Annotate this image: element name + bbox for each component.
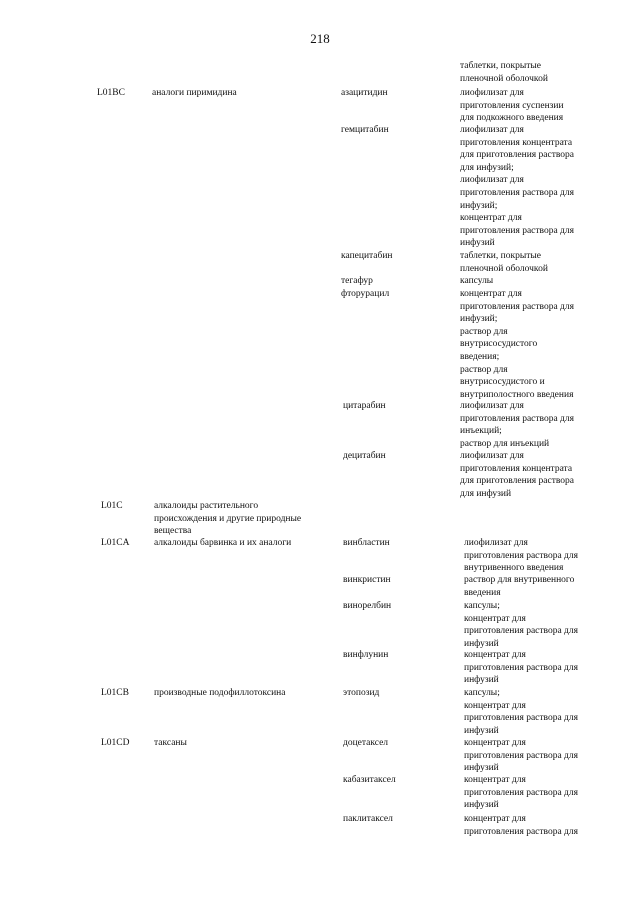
- substance-name: тегафур: [341, 276, 373, 286]
- dosage-form-line: приготовления раствора для: [460, 413, 574, 424]
- dosage-forms: [460, 275, 610, 288]
- dosage-forms: [460, 250, 610, 275]
- dosage-forms: [460, 87, 610, 125]
- dosage-form-line: приготовления концентрата: [460, 137, 573, 148]
- substance-name: паклитаксел: [343, 814, 393, 824]
- dosage-form-line: введения: [464, 587, 501, 598]
- dosage-form-line: инфузий;: [460, 200, 498, 211]
- atc-group: алкалоиды барвинка и их аналоги: [154, 538, 292, 548]
- dosage-form-line: пленочной оболочкой: [460, 263, 548, 274]
- dosage-form-line: концентрат для: [464, 650, 526, 660]
- dosage-form-line: лиофилизат для: [460, 451, 524, 461]
- dosage-form-line: приготовления раствора для: [464, 826, 578, 837]
- substance-name: этопозид: [343, 688, 380, 698]
- dosage-forms: [460, 124, 610, 250]
- dosage-form-line: для инфузий: [460, 488, 512, 499]
- substance-name: винкристин: [343, 575, 391, 585]
- dosage-form-line: приготовления раствора для: [464, 750, 578, 761]
- dosage-form-line: введения;: [460, 351, 500, 362]
- dosage-form-line: для инфузий;: [460, 162, 514, 173]
- dosage-form-line: лиофилизат для: [460, 175, 524, 186]
- dosage-form-line: концентрат для: [460, 213, 522, 224]
- dosage-form-line: приготовления раствора для: [464, 787, 578, 798]
- dosage-forms: [464, 737, 614, 775]
- substance-name: кабазитаксел: [343, 775, 396, 785]
- dosage-form-line: инфузий: [460, 238, 495, 249]
- dosage-form-line: для приготовления раствора: [460, 150, 574, 161]
- dosage-form-line: для подкожного введения: [460, 113, 564, 124]
- dosage-forms: [464, 574, 614, 599]
- dosage-form-line: лиофилизат для: [460, 125, 524, 135]
- dosage-form-line: концентрат для: [464, 738, 526, 748]
- dosage-form-line: пленочной оболочкой: [460, 73, 548, 84]
- dosage-form-line: приготовления концентрата: [460, 463, 573, 474]
- dosage-form-line: приготовления раствора для: [460, 187, 574, 198]
- dosage-form-line: для приготовления раствора: [460, 476, 574, 487]
- dosage-forms: [464, 537, 614, 575]
- dosage-form-line: инфузий: [464, 675, 499, 686]
- dosage-form-line: приготовления раствора для: [460, 301, 574, 312]
- dosage-form-line: капсулы: [460, 276, 494, 286]
- substance-name: децитабин: [343, 451, 386, 461]
- dosage-form-line: приготовления раствора для: [464, 626, 578, 637]
- substance-name: цитарабин: [343, 401, 386, 411]
- dosage-forms: [464, 813, 614, 838]
- dosage-forms: [460, 288, 610, 401]
- atc-code: L01CA: [101, 538, 130, 548]
- atc-code: L01BC: [97, 88, 125, 98]
- substance-name: винбластин: [343, 538, 390, 548]
- dosage-form-line: инфузий;: [460, 314, 498, 325]
- dosage-form-line: инфузий: [464, 763, 499, 774]
- atc-group: таксаны: [154, 738, 187, 748]
- dosage-forms: [464, 687, 614, 737]
- dosage-form-line: капсулы;: [464, 688, 500, 698]
- dosage-form-line: раствор для: [460, 326, 508, 337]
- dosage-form-line: таблетки, покрытые: [460, 61, 541, 71]
- atc-code: L01CD: [101, 738, 130, 748]
- dosage-form-line: приготовления раствора для: [464, 662, 578, 673]
- dosage-form-line: инфузий: [464, 725, 499, 736]
- dosage-forms: [464, 600, 614, 650]
- dosage-form-line: внутривенного введения: [464, 563, 564, 574]
- dosage-form-line: инъекций;: [460, 426, 502, 437]
- atc-group: алкалоиды растительного происхождения и другие природные вещества: [154, 501, 302, 537]
- page-number: 218: [310, 31, 330, 46]
- dosage-form-line: внутрисосудистого и: [460, 377, 545, 388]
- dosage-form-line: концентрат для: [464, 700, 526, 711]
- atc-code: L01C: [101, 501, 123, 511]
- atc-group: производные подофиллотоксина: [154, 688, 286, 698]
- dosage-forms: [464, 649, 614, 687]
- atc-code: L01CB: [101, 688, 129, 698]
- dosage-form-line: приготовления раствора для: [464, 550, 578, 561]
- dosage-forms: [460, 60, 610, 85]
- dosage-form-line: концентрат для: [460, 289, 522, 299]
- dosage-form-line: раствор для: [460, 364, 508, 375]
- substance-name: гемцитабин: [341, 125, 389, 135]
- substance-name: азацитидин: [341, 88, 388, 98]
- dosage-form-line: приготовления раствора для: [464, 713, 578, 724]
- dosage-form-line: приготовления суспензии: [460, 100, 564, 111]
- substance-name: винорелбин: [343, 601, 392, 611]
- dosage-form-line: капсулы;: [464, 601, 500, 611]
- dosage-form-line: раствор для внутривенного: [464, 575, 575, 585]
- dosage-form-line: концентрат для: [464, 775, 526, 785]
- atc-group: аналоги пиримидина: [152, 88, 237, 98]
- dosage-form-line: таблетки, покрытые: [460, 251, 541, 261]
- dosage-form-line: лиофилизат для: [464, 538, 528, 548]
- dosage-form-line: приготовления раствора для: [460, 225, 574, 236]
- substance-name: доцетаксел: [343, 738, 389, 748]
- dosage-form-line: инфузий: [464, 638, 499, 649]
- substance-name: винфлунин: [343, 650, 389, 660]
- dosage-forms: [464, 774, 614, 812]
- dosage-form-line: лиофилизат для: [460, 401, 524, 411]
- substance-name: капецитабин: [341, 251, 393, 261]
- dosage-forms: [460, 450, 610, 500]
- dosage-forms: [460, 400, 610, 450]
- dosage-form-line: инфузий: [464, 800, 499, 811]
- dosage-form-line: концентрат для: [464, 613, 526, 624]
- dosage-form-line: концентрат для: [464, 814, 526, 824]
- dosage-form-line: раствор для инъекций: [460, 438, 550, 449]
- dosage-form-line: внутрисосудистого: [460, 339, 538, 350]
- dosage-form-line: лиофилизат для: [460, 88, 524, 98]
- dosage-form-line: внутриполостного введения: [460, 389, 574, 400]
- substance-name: фторурацил: [341, 289, 390, 299]
